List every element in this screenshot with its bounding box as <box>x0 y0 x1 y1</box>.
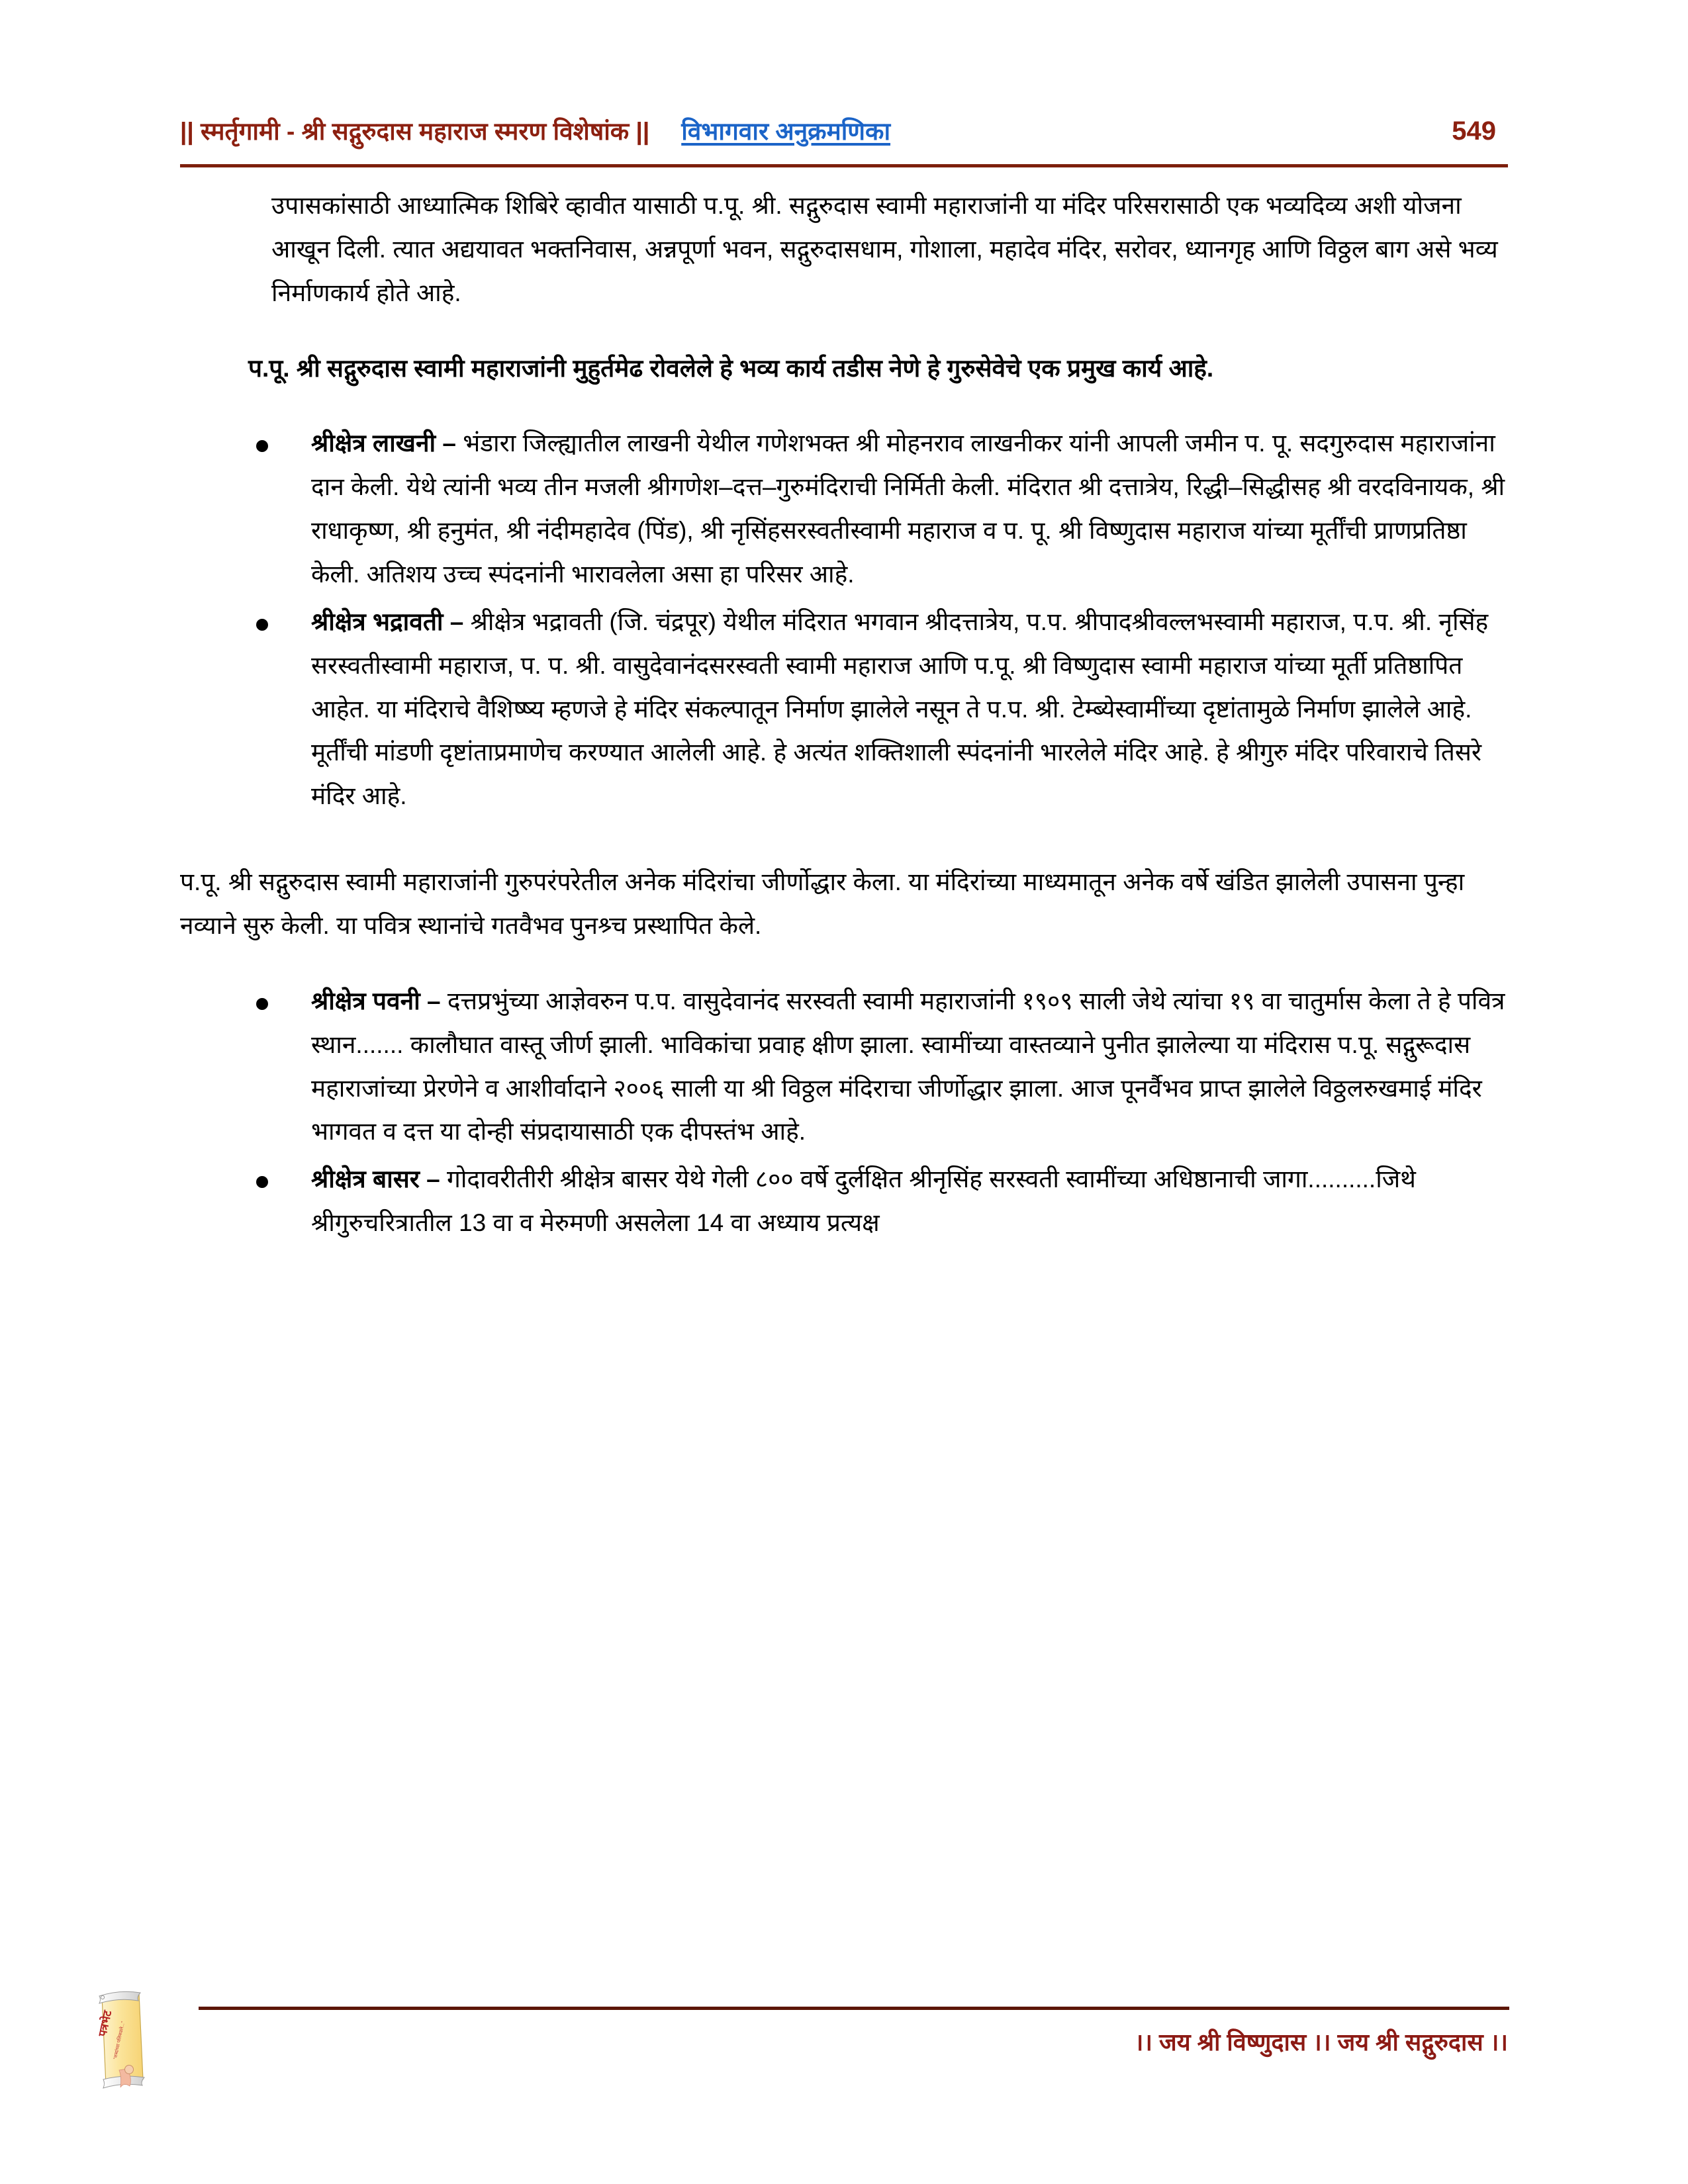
list-item-dash: – <box>419 1165 447 1193</box>
spacer <box>180 315 1511 347</box>
bullet-dot-icon <box>256 1176 268 1188</box>
paragraph-1: उपासकांसाठी आध्यात्मिक शिबिरे व्हावीत यासाठी प.पू. श्री. सद्गुरुदास स्वामी महाराजांनी या मंदिर परिसरासाठी एक भव्यदिव्य अशी योजना आखून दिली. त्यात अद्ययावत भक्तनिवास, अन्नपूर्णा भवन, सद्गुरुदासधाम, गोशाला, महादेव मंदिर, सरोवर, ध्यानगृह आणि विठ्ठल बाग असे भव्य निर्माणकार्य होते आहे. <box>271 192 1498 306</box>
spacer <box>180 822 1511 860</box>
svg-text:"शब्दांच्या पलिकडले...": "शब्दांच्या पलिकडले..." <box>113 2021 126 2060</box>
list-item-text: गोदावरीतीरी श्रीक्षेत्र बासर येथे गेली ८०० वर्षे दुर्लक्षित श्रीनृसिंह सरस्वती स्वामींच्या अधिष्ठानाची जागा..........जिथे श्रीगुरुचरित्रातील 13 वा व मेरुमणी असलेला 14 वा अध्याय प्रत्यक्ष <box>311 1165 1416 1237</box>
list-item-text: श्रीक्षेत्र भद्रावती (जि. चंद्रपूर) येथील मंदिरात भगवान श्रीदत्तात्रेय, प.प. श्रीपादश्रीवल्लभस्वामी महाराज, प.प. श्री. नृसिंह सरस्वतीस्वामी महाराज, प. प. श्री. वासुदेवानंदसरस्वती स्वामी महाराज आणि प.पू. श्री विष्णुदास स्वामी महाराज यांच्या मूर्ती प्रतिष्ठापित आहेत. या मंदिराचे वैशिष्ष्य म्हणजे हे मंदिर संकल्पातून निर्माण झालेले नसून ते प.प. श्री. टेम्ब्येस्वामींच्या दृष्टांतामुळे निर्माण झालेले आहे. मूर्तींची मांडणी दृष्टांताप्रमाणेच करण्यात आलेली आहे. हे अत्यंत शक्तिशाली स्पंदनांनी भारलेले मंदिर आहे. हे श्रीगुरु मंदिर परिवाराचे तिसरे मंदिर आहे. <box>311 608 1489 810</box>
page-header <box>180 93 1508 146</box>
bullet-list-group-1 <box>180 422 1511 818</box>
list-item <box>180 422 1511 596</box>
list-item-text: दत्तप्रभुंच्या आज्ञेवरुन प.प. वासुदेवानंद सरस्वती स्वामी महाराजांनी १९०९ साली जेथे त्यांचा १९ वा चातुर्मास केला ते हे पवित्र स्थान....... कालौघात वास्तू जीर्ण झाली. भाविकांचा प्रवाह क्षीण झाला. स्वामींच्या वास्तव्याने पुनीत झालेल्या या मंदिरास प.पू. सद्गुरूदास महाराजांच्या प्रेरणेने व आशीर्वादाने २००६ साली या श्री विठ्ठल मंदिराचा जीर्णोद्धार झाला. आज पूनर्वैभव प्राप्त झालेले विठ्ठलरुखमाई मंदिर भागवत व दत्त या दोन्ही संप्रदायासाठी एक दीपस्तंभ आहे. <box>311 987 1505 1146</box>
list-item-text: भंडारा जिल्ह्यातील लाखनी येथील गणेशभक्त श्री मोहनराव लाखनीकर यांनी आपली जमीन प. पू. सदगुरुदास महाराजांना दान केली. येथे त्यांनी भव्य तीन मजली श्रीगणेश–दत्त–गुरुमंदिराची निर्मिती केली. मंदिरात श्री दत्तात्रेय, रिद्धी–सिद्धीसह श्री वरदविनायक, श्री राधाकृष्ण, श्री हनुमंत, श्री नंदीमहादेव (पिंड), श्री नृसिंहसरस्वतीस्वामी महाराज व प. पू. श्री विष्णुदास महाराज यांच्या मूर्तींची प्राणप्रतिष्ठा केली. अतिशय उच्च स्पंदनांनी भारावलेला असा हा परिसर आहे. <box>311 430 1505 588</box>
list-item-title: श्रीक्षेत्र भद्रावती <box>311 608 444 635</box>
footer-text: ।। जय श्री विष्णुदास ।। जय श्री सद्गुरुदास ।। <box>1134 2028 1508 2056</box>
list-item <box>180 600 1511 818</box>
list-item-dash: – <box>436 430 463 457</box>
bullet-dot-icon <box>256 440 268 452</box>
header-title: || स्मर्तृगामी - श्री सद्गुरुदास महाराज स्मरण विशेषांक || <box>180 118 650 146</box>
footer-divider <box>199 2007 1509 2010</box>
page-content <box>180 184 1511 1249</box>
header-index-link[interactable]: विभागवार अनुक्रमणिका <box>681 118 891 146</box>
list-item-title: श्रीक्षेत्र लाखनी <box>311 430 436 457</box>
bullet-dot-icon <box>256 998 268 1010</box>
patrabhet-scroll-logo <box>93 1985 165 2091</box>
list-item-dash: – <box>443 608 471 635</box>
spacer <box>180 948 1511 979</box>
svg-text:पत्रभेट: पत्रभेट <box>96 2009 115 2038</box>
page-number: 549 <box>1452 116 1496 146</box>
header-divider <box>180 164 1508 167</box>
bullet-dot-icon <box>256 619 268 631</box>
list-item-dash: – <box>420 987 447 1015</box>
spacer <box>180 390 1511 422</box>
list-item-title: श्रीक्षेत्र पवनी <box>311 987 420 1015</box>
list-item <box>180 1158 1511 1245</box>
list-item-title: श्रीक्षेत्र बासर <box>311 1165 420 1193</box>
paragraph-2-bold: प.पू. श्री सद्गुरुदास स्वामी महाराजांनी मुहुर्तमेढ रोवलेले हे भव्य कार्य तडीस नेणे हे गुरुसेवेचे एक प्रमुख कार्य आहे. <box>248 354 1214 382</box>
list-item <box>180 979 1511 1154</box>
paragraph-3: प.पू. श्री सद्गुरुदास स्वामी महाराजांनी गुरुपरंपरेतील अनेक मंदिरांचा जीर्णोद्धार केला. या मंदिरांच्या माध्यमातून अनेक वर्षे खंडित झालेली उपासना पुन्हा नव्याने सुरु केली. या पवित्र स्थानांचे गतवैभव पुनश्र्च प्रस्थापित केले. <box>180 868 1465 940</box>
bullet-list-group-2 <box>180 979 1511 1245</box>
